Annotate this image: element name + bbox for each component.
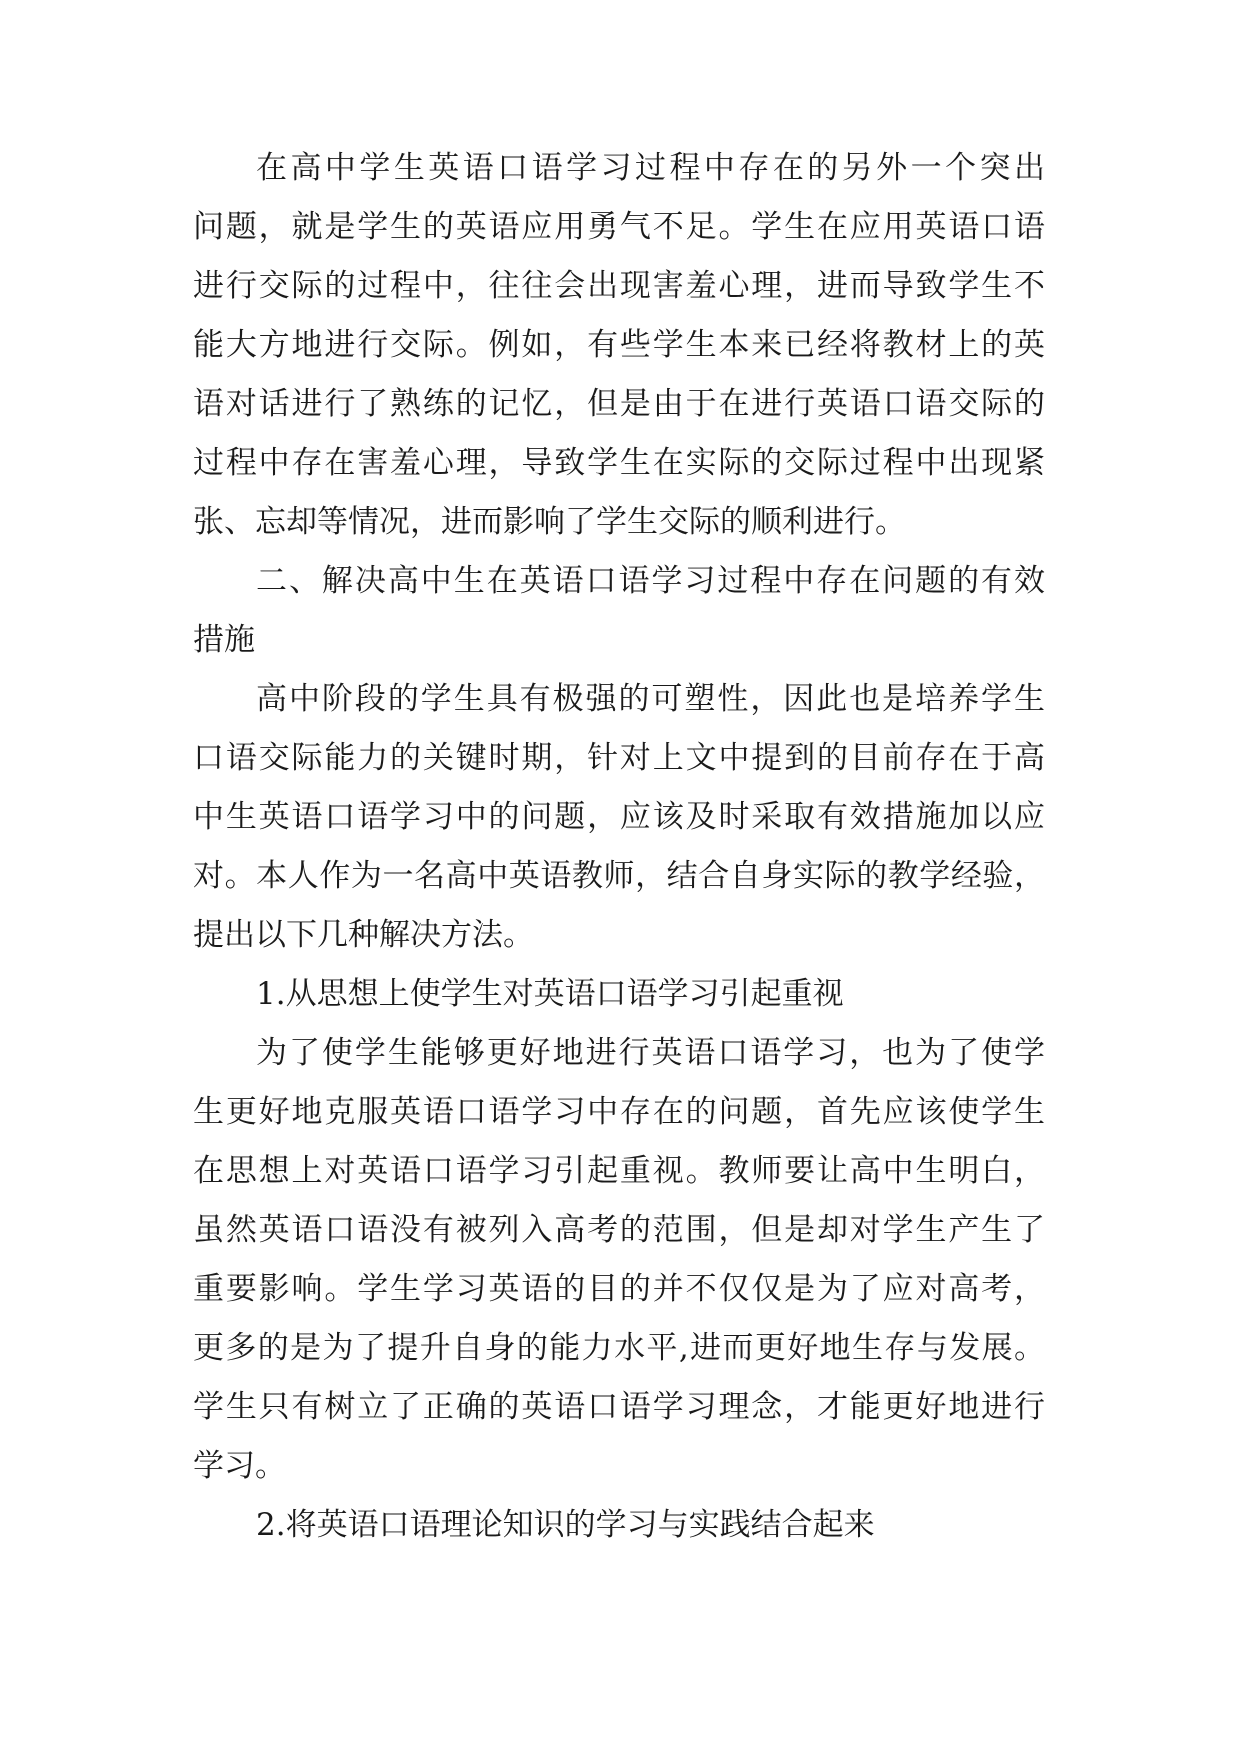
paragraph-line: 重要影响。学生学习英语的目的并不仅仅是为了应对高考， <box>193 1271 1045 1307</box>
paragraph-line: 学生只有树立了正确的英语口语学习理念，才能更好地进行 <box>193 1389 1045 1425</box>
paragraph-line: 口语交际能力的关键时期，针对上文中提到的目前存在于高 <box>193 740 1045 776</box>
paragraph-line: 学习。 <box>193 1448 286 1484</box>
paragraph-line: 在高中学生英语口语学习过程中存在的另外一个突出 <box>256 150 1045 186</box>
paragraph-line: 问题，就是学生的英语应用勇气不足。学生在应用英语口语 <box>193 209 1045 245</box>
paragraph-line: 更多的是为了提升自身的能力水平,进而更好地生存与发展。 <box>193 1330 1045 1366</box>
paragraph-line: 高中阶段的学生具有极强的可塑性，因此也是培养学生 <box>256 681 1045 717</box>
section-heading-line: 措施 <box>193 622 255 658</box>
paragraph-line: 提出以下几种解决方法。 <box>193 917 534 953</box>
paragraph-line: 在思想上对英语口语学习引起重视。教师要让高中生明白， <box>193 1153 1045 1189</box>
paragraph-line: 虽然英语口语没有被列入高考的范围，但是却对学生产生了 <box>193 1212 1045 1248</box>
paragraph-line: 中生英语口语学习中的问题，应该及时采取有效措施加以应 <box>193 799 1045 835</box>
paragraph-line: 为了使学生能够更好地进行英语口语学习，也为了使学 <box>256 1035 1045 1071</box>
paragraph-line: 张、忘却等情况，进而影响了学生交际的顺利进行。 <box>193 504 906 540</box>
paragraph-line: 生更好地克服英语口语学习中存在的问题，首先应该使学生 <box>193 1094 1045 1130</box>
paragraph-line: 过程中存在害羞心理，导致学生在实际的交际过程中出现紧 <box>193 445 1045 481</box>
section-heading-line: 二、解决高中生在英语口语学习过程中存在问题的有效 <box>256 563 1045 599</box>
subheading-line: 2.将英语口语理论知识的学习与实践结合起来 <box>256 1507 875 1543</box>
paragraph-line: 能大方地进行交际。例如，有些学生本来已经将教材上的英 <box>193 327 1045 363</box>
paragraph-line: 进行交际的过程中，往往会出现害羞心理，进而导致学生不 <box>193 268 1045 304</box>
paragraph-line: 对。本人作为一名高中英语教师，结合自身实际的教学经验， <box>193 858 1045 894</box>
subheading-line: 1.从思想上使学生对英语口语学习引起重视 <box>256 976 844 1012</box>
paragraph-line: 语对话进行了熟练的记忆，但是由于在进行英语口语交际的 <box>193 386 1045 422</box>
